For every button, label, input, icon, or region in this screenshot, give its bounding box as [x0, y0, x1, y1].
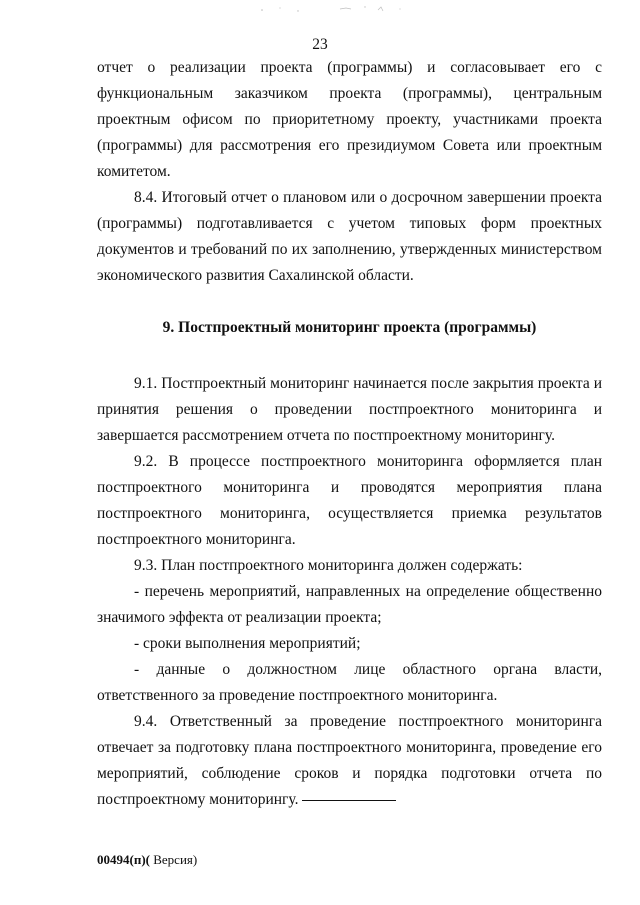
page-number: 23	[312, 36, 328, 53]
scan-noise-marks	[250, 2, 420, 16]
document-body	[97, 55, 602, 813]
list-item-deadlines: - сроки выполнения мероприятий;	[134, 635, 361, 652]
section-heading: 9. Постпроектный мониторинг проекта (программы)	[162, 319, 537, 336]
footer-code: 00494(п)(	[97, 852, 150, 867]
document-footer	[97, 852, 197, 868]
list-item-measures: - перечень мероприятий, направленных на определение общественно значимого эффекта от реализации проекта;	[97, 583, 602, 626]
paragraph-continuation: отчет о реализации проекта (программы) и согласовывает его с функциональным заказчиком проекта (программы), центральным проектным офисом по приоритетному проекту, участниками проекта (программы) для рассмотрения его президиумом Совета или проектным комитетом.	[97, 59, 602, 180]
footer-version: Версия)	[149, 852, 198, 867]
paragraph-8-4: 8.4. Итоговый отчет о плановом или о досрочном завершении проекта (программы) подготавливается с учетом типовых форм проектных документов и требований по их заполнению, утвержденных министерством экономического развития Сахалинской области.	[97, 189, 602, 284]
list-item-official: - данные о должностном лице областного органа власти, ответственного за проведение постпроектного мониторинга.	[97, 661, 602, 704]
end-divider	[302, 800, 396, 801]
paragraph-9-2: 9.2. В процессе постпроектного мониторинга оформляется план постпроектного мониторинга и проводятся мероприятия плана постпроектного мониторинга, осуществляется приемка результатов постпроектного мониторинга.	[97, 453, 602, 548]
paragraph-9-4: 9.4. Ответственный за проведение постпроектного мониторинга отвечает за подготовку плана постпроектного мониторинга, проведение его мероприятий, соблюдение сроков и порядка подготовки отчета по постпроектному мониторингу.	[97, 713, 602, 808]
paragraph-9-3: 9.3. План постпроектного мониторинга должен содержать:	[134, 557, 523, 574]
paragraph-9-1: 9.1. Постпроектный мониторинг начинается после закрытия проекта и принятия решения о проведении постпроектного мониторинга и завершается рассмотрением отчета по постпроектному мониторингу.	[97, 375, 602, 444]
